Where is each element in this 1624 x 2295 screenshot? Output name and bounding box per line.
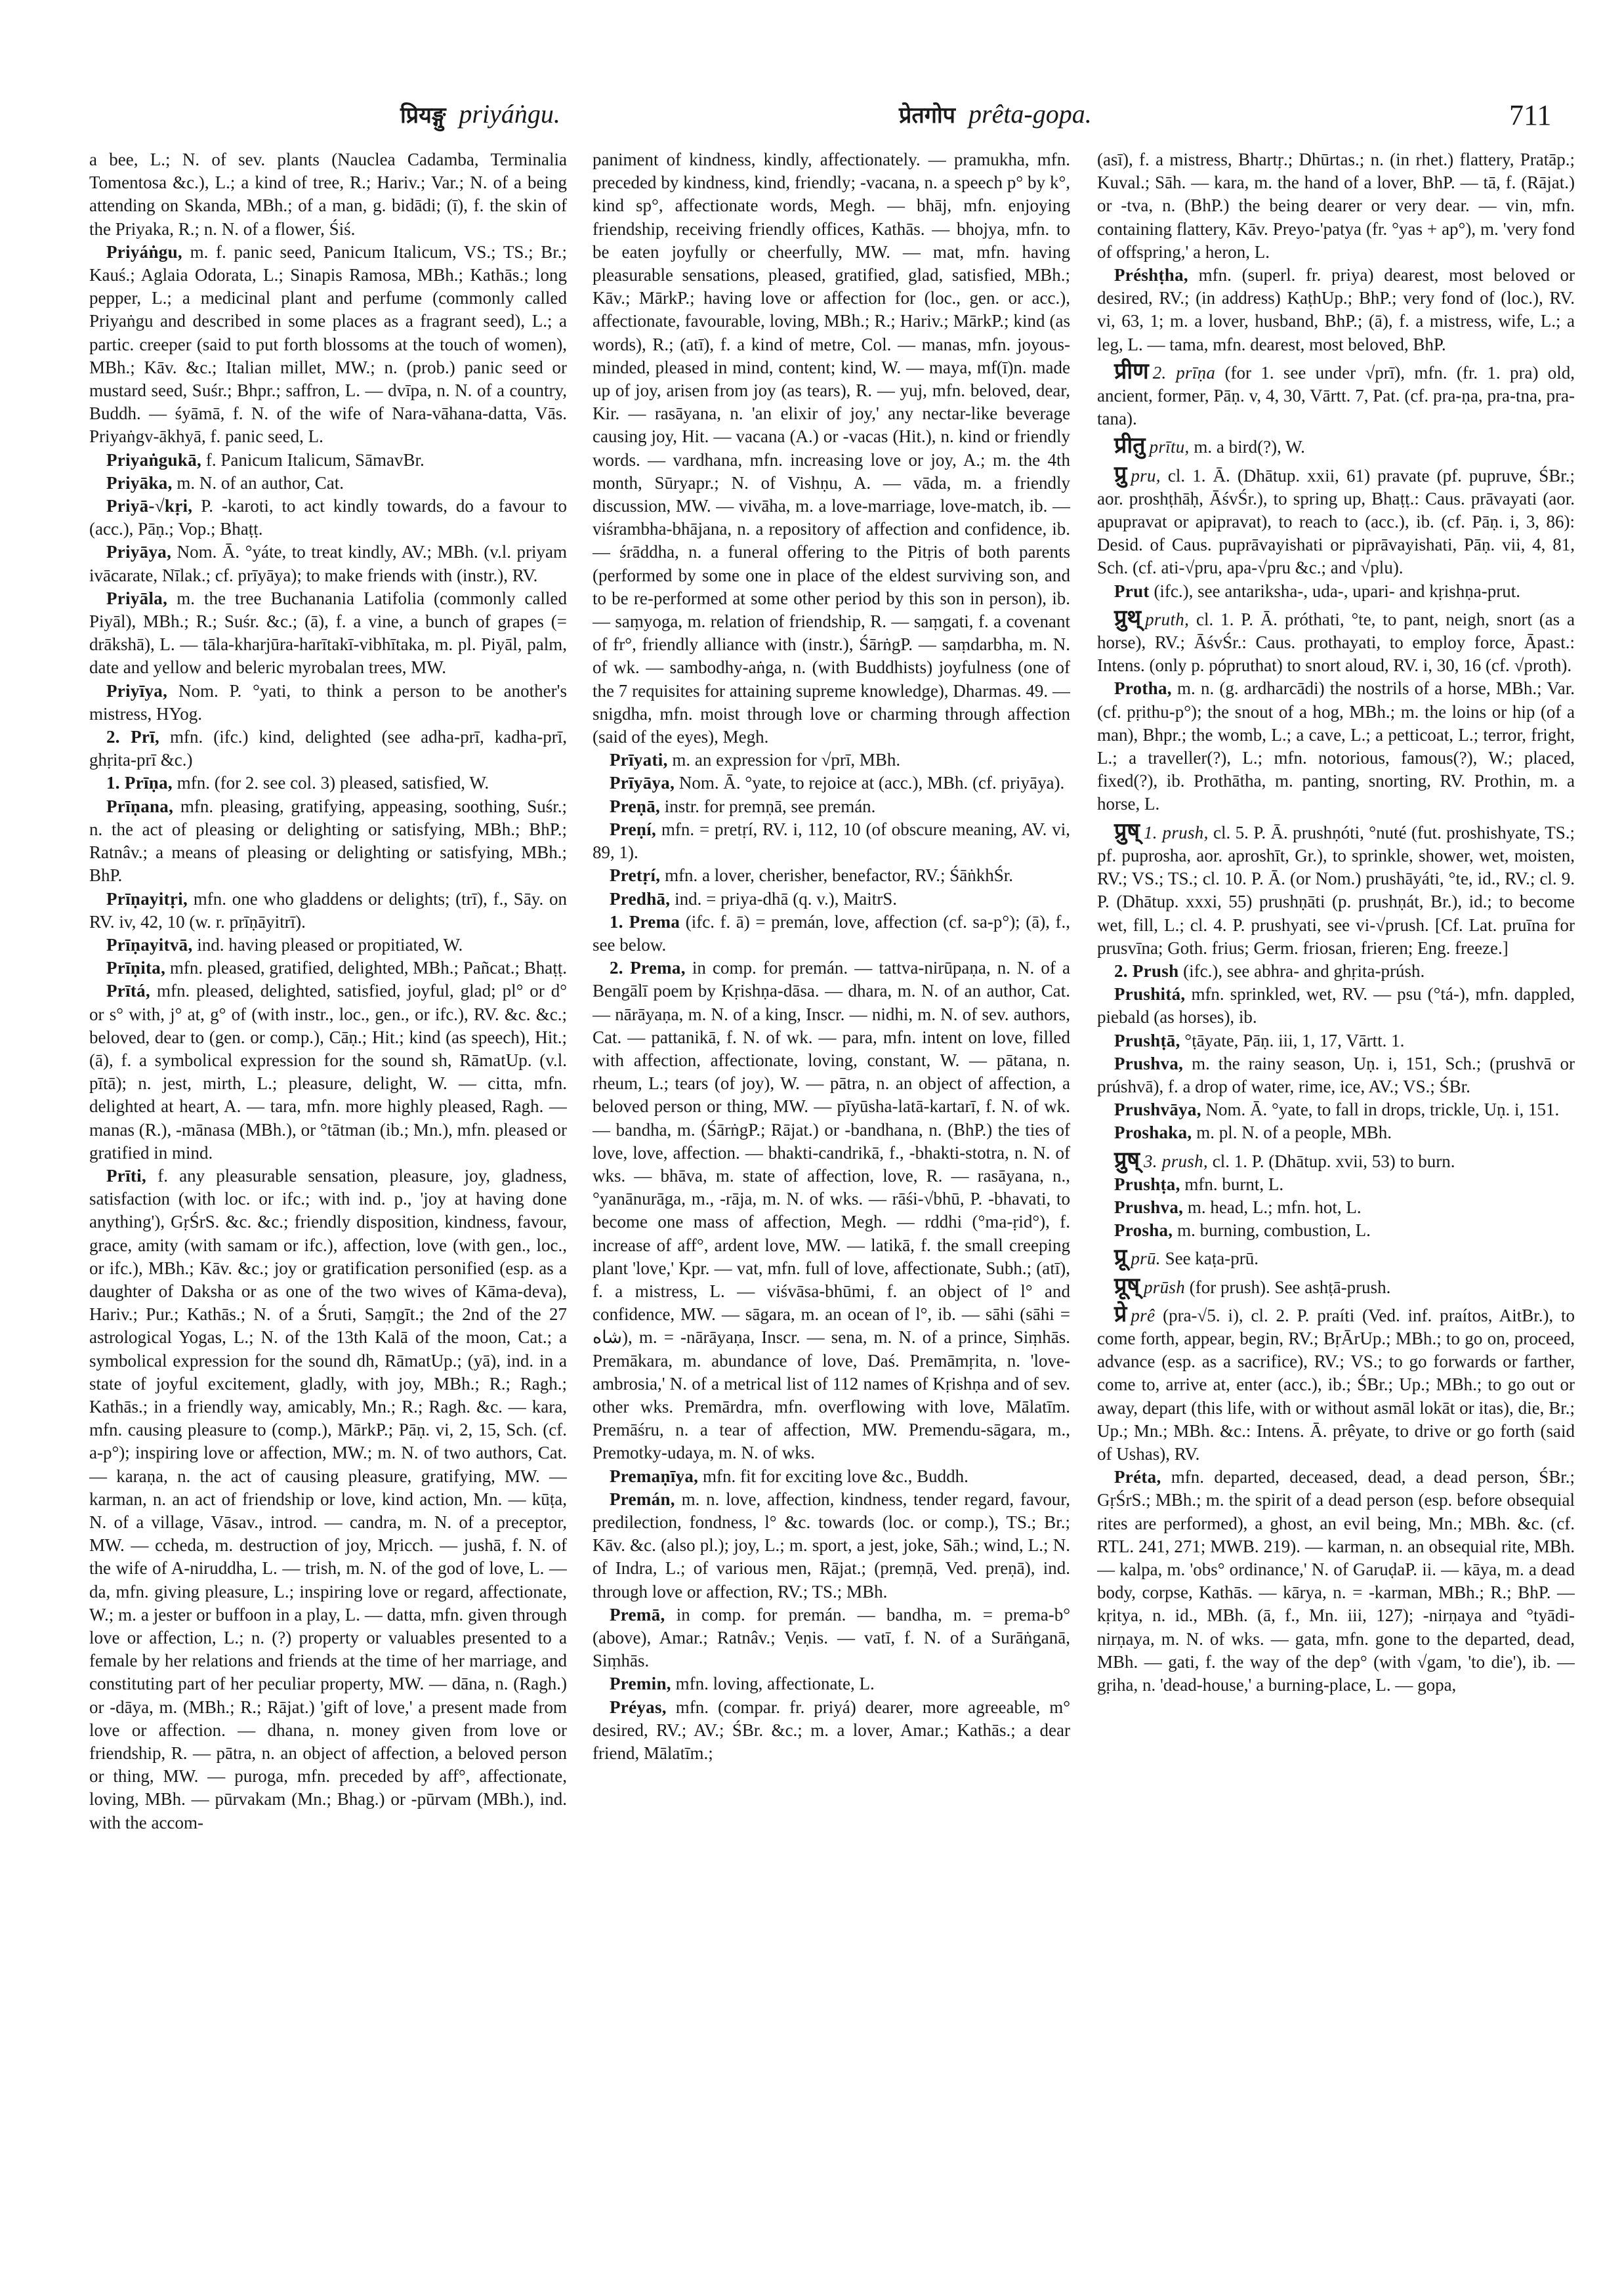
dictionary-entry: [1097, 983, 1575, 1029]
entry-definition: mfn. a lover, cherisher, benefactor, RV.; ŚāṅkhŚr.: [665, 865, 1014, 886]
entry-devanagari: प्रू: [1114, 1244, 1127, 1271]
dictionary-entry: [89, 934, 567, 957]
entry-headword: 1. prush,: [1144, 822, 1209, 842]
entry-headword: prê: [1131, 1305, 1156, 1325]
dictionary-entry: [1097, 1029, 1575, 1052]
entry-headword: Priyīya,: [106, 680, 168, 701]
running-head-right-word: prêta-gopa.: [968, 99, 1092, 129]
dictionary-entry: [89, 1165, 567, 1834]
entry-definition: m. burning, combustion, L.: [1177, 1220, 1371, 1241]
entry-definition: Nom. Ā. °yáte, to treat kindly, AV.; MBh. (v.l. priyam ivācarate, Nīlak.; cf. prīyāya); to make friends with (instr.), RV.: [89, 542, 567, 585]
entry-headword: Prushva,: [1114, 1053, 1184, 1073]
entry-headword: Prīyāya,: [610, 773, 675, 793]
dictionary-entry: [1097, 1098, 1575, 1121]
running-head-left-word: priyáṅgu.: [459, 99, 560, 129]
entry-headword: Prīṇita,: [106, 958, 166, 978]
dictionary-entry: [1097, 434, 1575, 459]
running-head-right-devanagari: प्रेतगोप: [899, 102, 955, 129]
entry-headword: Prosha,: [1114, 1220, 1173, 1241]
entry-headword: Priyáṅgu,: [106, 241, 182, 262]
entry-headword: Préshṭha,: [1114, 265, 1188, 285]
dictionary-entry: [1097, 1272, 1575, 1299]
entry-headword: Prīṇana,: [106, 796, 174, 816]
entry-headword: 3. prush,: [1144, 1151, 1208, 1171]
entry-headword: Proshaka,: [1114, 1123, 1192, 1143]
entry-headword: Premā,: [610, 1604, 665, 1624]
entry-headword: prītu,: [1149, 437, 1190, 457]
dictionary-entry: [89, 726, 567, 772]
entry-definition: mfn. burnt, L.: [1184, 1174, 1284, 1194]
entry-definition: (asī), f. a mistress, Bhartṛ.; Dhūrtas.; n. (in rhet.) flattery, Pratāp.; Kuval.; Sāh. — kara, m. the hand of a lover, BhP. — tā, f. (Rājat.) or -tva, n. (BhP.) the being dearer or very dear. — vin, mfn. containing flattery, Kāv. Preyo-'patya (fr. °yas + ap°), m. 'very fond of offspring,' a heron, L.: [1097, 150, 1575, 262]
dictionary-entry: [1097, 1146, 1575, 1173]
dictionary-entry: [1097, 677, 1575, 816]
entry-definition: f. Panicum Italicum, SāmavBr.: [205, 449, 425, 470]
entry-definition: cl. 1. P. (Dhātup. xvii, 53) to burn.: [1212, 1151, 1455, 1171]
column-3: [1097, 148, 1575, 2274]
entry-headword: pruth,: [1145, 609, 1190, 629]
dictionary-entry: [89, 241, 567, 449]
entry-headword: Premin,: [610, 1674, 671, 1694]
entry-headword: 2. Prush: [1114, 961, 1179, 981]
entry-definition: ind. having pleased or propitiated, W.: [197, 934, 463, 955]
entry-headword: Préyas,: [610, 1697, 667, 1717]
entry-headword: Prīṇayitvā,: [106, 934, 193, 955]
entry-devanagari: प्रीण: [1114, 358, 1149, 384]
entry-headword: Prītá,: [106, 981, 151, 1001]
dictionary-entry: [89, 587, 567, 680]
dictionary-entry: [1097, 960, 1575, 983]
entry-definition: mfn. departed, deceased, dead, a dead person, ŚBr.; GṛŚrS.; MBh.; m. the spirit of a dead person (esp. before obsequial rites are performed), a ghost, an evil being, Mn.; MBh. &c. (cf. RTL. 241, 271; MWB. 219). — karman, n. an obsequial rite, MBh. — kalpa, m. 'obs° ordinance,' N. of GaruḍaP. ii. — kāya, m. a dead body, corpse, Kathās. — kārya, n. = -karman, MBh.; R.; BhP. — kṛitya, n. id., MBh. (ā, f., Mn. iii, 127); -nirṇaya and °tyādi-nirṇaya, m. N. of wks. — gata, mfn. gone to the departed, dead, MBh. — gati, f. the way of the dep° (with √gam, 'to die'), ib. — gṛiha, n. 'dead-house,' a burning-place, L. — gopa,: [1097, 1467, 1575, 1695]
entry-definition: mfn. sprinkled, wet, RV. — psu (°tá-), mfn. dappled, piebald (as horses), ib.: [1097, 984, 1575, 1027]
entry-definition: m. pl. N. of a people, MBh.: [1196, 1123, 1392, 1143]
dictionary-entry: [593, 864, 1070, 887]
entry-headword: Priyaṅgukā,: [106, 449, 202, 470]
dictionary-entry: [89, 148, 567, 241]
dictionary-entry: [593, 772, 1070, 795]
entry-definition: mfn. one who gladdens or delights; (trī), f., Sāy. on RV. iv, 42, 10 (w. r. prīṇāyitrī).: [89, 888, 567, 932]
entry-definition: mfn. fit for exciting love &c., Buddh.: [702, 1466, 968, 1486]
entry-definition: ind. = priya-dhā (q. v.), MaitrS.: [675, 888, 898, 909]
dictionary-entry: [1097, 817, 1575, 960]
dictionary-entry: [593, 1465, 1070, 1488]
entry-definition: mfn. (compar. fr. priyá) dearer, more agreeable, m° desired, RV.; AV.; ŚBr. &c.; m. a lover, Amar.; Kathās.; a dear friend, Mālatīm.;: [593, 1697, 1070, 1764]
entry-definition: m. n. love, affection, kindness, tender regard, favour, predilection, fondness, l° &c. towards (loc. or comp.), TS.; Br.; Kāv. &c. (also pl.); joy, L.; m. sport, a jest, joke, Sāh.; wind, L.; N. of Indra, L.; of various men, Rājat.; (premṇā, Ved. preṇā), ind. through love or affection, RV.; TS.; MBh.: [593, 1489, 1070, 1602]
entry-definition: m. an expression for √prī, MBh.: [672, 750, 901, 770]
entry-definition: (ifc.), see abhra- and ghṛita-prúsh.: [1183, 961, 1425, 981]
entry-headword: Priyā-√kṛi,: [106, 496, 193, 516]
dictionary-entry: [593, 1603, 1070, 1673]
entry-devanagari: प्रूष्: [1114, 1272, 1140, 1299]
entry-headword: pru,: [1131, 465, 1161, 486]
dictionary-entry: [1097, 1173, 1575, 1196]
entry-headword: Priyāka,: [106, 472, 173, 493]
entry-definition: m. n. (g. ardharcādi) the nostrils of a horse, MBh.; Var. (cf. pṛithu-p°); the snout of a hog, MBh.; m. the loins or hip (of a man), Bhpr.; the womb, L.; a cave, L.; a petticoat, L.; terror, fright, L.; a traveller(?), L.; mfn. notorious, famous(?), W.; placed, fixed(?), ib. Prothātha, m. panting, snorting, RV. Prothin, m. a horse, L.: [1097, 678, 1575, 814]
dictionary-entry: [89, 888, 567, 934]
entry-definition: m. N. of an author, Cat.: [177, 472, 344, 493]
entry-definition: Nom. P. °yati, to think a person to be another's mistress, HYog.: [89, 680, 567, 724]
entry-headword: Prushṭā,: [1114, 1030, 1180, 1050]
entry-headword: 1. Prīṇa,: [106, 773, 173, 793]
entry-devanagari: प्रीतु: [1114, 432, 1146, 459]
entry-definition: m. the rainy season, Uṇ. i, 151, Sch.; (prushvā or prúshvā), f. a drop of water, rime, ice, AV.; VS.; ŚBr.: [1097, 1053, 1575, 1096]
running-head-left-devanagari: प्रियङ्गु: [400, 102, 446, 129]
column-2: [593, 148, 1070, 2274]
dictionary-entry: [1097, 360, 1575, 431]
dictionary-entry: [89, 495, 567, 541]
entry-definition: m. f. panic seed, Panicum Italicum, VS.; TS.; Br.; Kauś.; Aglaia Odorata, L.; Sinapis Ramosa, MBh.; Kathās.; long pepper, L.; a medicinal plant and perfume (commonly called Priyaṅgu and described in some places as a fragrant seed), L.; a partic. creeper (said to put forth blossoms at the touch of women), MBh.; Kāv. &c.; Italian millet, MW.; n. (prob.) panic seed or mustard seed, Suśr.; Bhpr.; saffron, L. — dvīpa, n. N. of a country, Buddh. — śyāmā, f. N. of the wife of Nara-vāhana-datta, Vās. Priyaṅgv-ākhyā, f. panic seed, L.: [89, 241, 567, 447]
dictionary-entry: [593, 795, 1070, 818]
entry-definition: cl. 1. P. Ā. próthati, °te, to pant, neigh, snort (as a horse), RV.; ĀśvŚr.: Caus. prothayati, to employ force, Āpast.: Intens. (only p. pópruthat) to snort aloud, RV. i, 30, 16 (cf. √proth).: [1097, 609, 1575, 676]
entry-definition: m. the tree Buchanania Latifolia (commonly called Piyāl), MBh.; R.; Suśr. &c.; (ā), f. a vine, a bunch of grapes (= drākshā), L. — tāla-kharjūra-harītakī-vibhītaka, m. pl. Piyāl, palm, date and yellow and beleric myrobalan trees, MW.: [89, 588, 567, 678]
entry-headword: 1. Prema: [610, 911, 680, 932]
dictionary-entry: [89, 980, 567, 1165]
entry-definition: mfn. pleasing, gratifying, appeasing, soothing, Suśr.; n. the act of pleasing or delighting or satisfying, MBh.; BhP.; Ratnâv.; a means of pleasing or delighting or satisfying, MBh.; BhP.: [89, 796, 567, 886]
entry-devanagari: प्रु: [1114, 461, 1127, 487]
dictionary-entry: [593, 148, 1070, 749]
dictionary-entry: [1097, 580, 1575, 603]
entry-headword: Prushva,: [1114, 1197, 1184, 1217]
entry-headword: Protha,: [1114, 678, 1172, 699]
dictionary-entry: [89, 957, 567, 980]
entry-headword: prūsh: [1144, 1277, 1186, 1297]
dictionary-entry: [1097, 1121, 1575, 1144]
dictionary-entry: [89, 449, 567, 472]
entry-headword: Preṇí,: [610, 819, 657, 839]
entry-definition: mfn. (ifc.) kind, delighted (see adha-prī, kadha-prī, ghṛita-prī &c.): [89, 727, 567, 770]
entry-definition: a bee, L.; N. of sev. plants (Nauclea Cadamba, Terminalia Tomentosa &c.), L.; a kind of tree, R.; Hariv.; Var.; N. of a being attending on Skanda, MBh.; of a man, g. bidādi; (ī), f. the skin of the Priyaka, R.; n. N. of a flower, Śiś.: [89, 150, 567, 239]
dictionary-entry: [1097, 1219, 1575, 1242]
entry-definition: cl. 1. Ā. (Dhātup. xxii, 61) pravate (pf. pupruve, ŚBr.; aor. proshṭhāḥ, ĀśvŚr.), to spring up, Bhaṭṭ.: Caus. prāvayati (aor. apupravat or apipravat), to reach to (acc.), ib. (cf. Pāṇ. i, 3, 86): Desid. of Caus. puprāvayishati or piprāvayishati, Pāṇ. vii, 4, 81, Sch. (cf. ati-√pru, apa-√pru &c.; and √plu).: [1097, 465, 1575, 578]
page-number: 711: [1509, 99, 1552, 131]
entry-headword: 2. Prī,: [106, 727, 160, 747]
entry-headword: Preṇā,: [610, 796, 661, 816]
entry-headword: Prut: [1114, 581, 1150, 601]
entry-definition: See kaṭa-prū.: [1165, 1249, 1259, 1269]
dictionary-entry: [1097, 1466, 1575, 1697]
entry-headword: Préta,: [1114, 1467, 1161, 1487]
entry-definition: (ifc.), see antariksha-, uda-, upari- and kṛishṇa-prut.: [1154, 581, 1520, 601]
dictionary-entry: [593, 911, 1070, 957]
entry-headword: prū.: [1131, 1249, 1161, 1269]
entry-headword: Priyāla,: [106, 588, 168, 608]
entry-definition: mfn. pleased, gratified, delighted, MBh.; Pañcat.; Bhaṭṭ.: [169, 958, 567, 978]
dictionary-entry: [89, 472, 567, 495]
entry-definition: (pra-√5. i), cl. 2. P. praíti (Ved. inf. praítos, AitBr.), to come forth, appear, begin, RV.; BṛĀrUp.; MBh.; to go on, proceed, advance (esp. as a sacrifice), RV.; VS.; to go forwards or farther, come to, arrive at, enter (acc.), ib.; ŚBr.; Up.; MBh.; to go out or away, depart (this life, with or without asmāl lokāt or itas), die, Br.; Up.; Mn.; MBh. &c.: Intens. Ā. prêyate, to drive or go forth (said of Ushas), RV.: [1097, 1305, 1575, 1464]
dictionary-entry: [1097, 463, 1575, 580]
entry-definition: P. -karoti, to act kindly towards, do a favour to (acc.), Pāṇ.; Vop.; Bhaṭṭ.: [89, 496, 567, 539]
entry-definition: cl. 5. P. Ā. prushṇóti, °nuté (fut. proshishyate, TS.; pf. puprosha, aor. aproshīt, Gr.), to sprinkle, shower, wet, moisten, RV.; VS.; TS.; cl. 10. P. Ā. (or Nom.) prushāyáti, °te, id., RV.; cl. 9. P. (Dhātup. xxxi, 55) prushṇāti (p. prushṇát, Br.), id.; to become wet, fill, L.; cl. 4. P. prushyati, see vi-√prush. [Cf. Lat. pruīna for prusvīna; Goth. frius; Germ. friosan, frieren; Eng. freeze.]: [1097, 822, 1575, 958]
entry-definition: Nom. Ā. °yate, to fall in drops, trickle, Uṇ. i, 151.: [1205, 1100, 1560, 1120]
column-1: [89, 148, 567, 2274]
entry-headword: Prīti,: [106, 1165, 147, 1186]
dictionary-entry: [593, 1488, 1070, 1603]
entry-headword: Priyāya,: [106, 542, 172, 562]
entry-definition: °ṭāyate, Pāṇ. iii, 1, 17, Vārtt. 1.: [1184, 1030, 1405, 1050]
running-head-left: [400, 98, 560, 138]
entry-headword: Pretṛí,: [610, 865, 661, 886]
running-head-right: [899, 98, 1092, 138]
entry-definition: (for prush). See ashṭā-prush.: [1189, 1277, 1391, 1297]
entry-definition: in comp. for premán. — tattva-nirūpaṇa, n. N. of a Bengālī poem by Kṛishṇa-dāsa. — dhara, m. N. of an author, Cat. — nārāyaṇa, m. N. of a king, Inscr. — nidhi, m. N. of sev. authors, Cat. — pattanikā, f. N. of wk. — para, mfn. intent on love, filled with affection, affectionate, loving, constant, W. — pātana, n. rheum, L.; tears (of joy), W. — pātra, n. an object of affection, a beloved person or thing, MW. — pīyūsha-latā-kartarī, f. N. of wk. — bandha, m. (ŚārṅgP.; Rājat.) or -bandhana, n. (BhP.) the ties of love, love, affection. — bhakti-candrikā, f., -bhakti-stotra, n. N. of wks. — bhāva, m. state of affection, love, R. — rasāyana, n., °yanānurāga, m., -rāja, m. N. of wks. — rāśi-√bhū, P. -bhavati, to become one mass of affection, Megh. — rddhi (°ma-ṛid°), f. increase of aff°, ardent love, MW. — latikā, f. the small creeping plant 'love,' Kpr. — vat, mfn. full of love, affectionate, Subh.; (atī), f. a mistress, L. — viśvāsa-bhūmi, f. an object of l° and confidence, MW. — sāgara, m. an ocean of l°, ib. — sāhi (sāhi = شاه), m. = -nārāyaṇa, Inscr. — sena, m. N. of a prince, Siṃhās. Premākara, m. abundance of love, Daś. Premāmṛita, n. 'love-ambrosia,' N. of a metrical list of 112 names of Kṛishṇa and of sev. other wks. Premārdra, mfn. overflowing with love, Mālatīm. Premāśru, n. a tear of affection, MW. Premendu-sāgara, m., Premotky-udaya, m. N. of wks.: [593, 958, 1070, 1463]
entry-definition: f. any pleasurable sensation, pleasure, joy, gladness, satisfaction (with loc. or ifc.; with ind. p., 'joy at having done anything'), GṛŚrS. &c. &c.; friendly disposition, kindness, favour, grace, amity (with samam or ifc.), affection, love (with gen., loc., or ifc.), MBh.; Kāv. &c.; joy or gratification personified (esp. as a daughter of Daksha or as one of the two wives of Kāma-deva), Hariv.; Pur.; Kathās.; N. of a Śruti, Saṃgīt.; the 2nd of the 27 astrological Yogas, L.; N. of the 13th Kalā of the moon, Cat.; a symbolical expression for the sound dh, RāmatUp.; (yā), ind. in a state of joyful excitement, gladly, with joy, MBh.; R.; Ragh.; Kathās.; in a friendly way, amicably, Mn.; R.; Ragh. &c. — kara, mfn. causing pleasure to (comp.), MārkP.; Pāṇ. vi, 2, 15, Sch. (cf. a-p°); inspiring love or affection, MW.; m. N. of two authors, Cat. — karaṇa, n. the act of causing pleasure, gratifying, MW. — karman, n. an act of friendship or love, kind action, Mn. — kūṭa, N. of a village, Vāsav., introd. — candra, m. N. of a preceptor, MW. — ccheda, m. destruction of joy, Mṛicch. — jushā, f. N. of the wife of A-niruddha, L. — trish, m. N. of the god of love, L. — da, mfn. giving pleasure, L.; inspiring love or regard, affectionate, W.; m. a jester or buffoon in a play, L. — datta, mfn. given through love or affection, L.; n. (?) property or valuables presented to a female by her relations and friends at the time of her marriage, and constituting part of her peculiar property, MW. — dāna, n. (Ragh.) or -dāya, m. (MBh.; R.; Rājat.) 'gift of love,' a present made from love or affection. — dhana, n. money given from love or friendship, R. — pātra, n. an object of affection, a beloved person or thing, MW. — puroga, mfn. preceded by aff°, affectionate, loving, MBh. — pūrvakam (Mn.; Bhag.) or -pūrvam (MBh.), ind. with the accom-: [89, 1165, 567, 1832]
entry-devanagari: प्रुथ्: [1114, 604, 1142, 631]
entry-headword: 2. prīṇa: [1152, 362, 1216, 382]
dictionary-entry: [593, 888, 1070, 911]
entry-definition: instr. for premṇā, see premán.: [664, 796, 876, 816]
dictionary-entry: [1097, 264, 1575, 356]
entry-headword: Prushṭa,: [1114, 1174, 1180, 1194]
entry-definition: paniment of kindness, kindly, affectionately. — pramukha, mfn. preceded by kindness, kind, friendly; -vacana, n. a speech p° by k°, kind sp°, affectionate words, Megh. — bhāj, mfn. enjoying friendship, receiving friendly offices, Kathās. — bhojya, mfn. to be eaten joyfully or cheerfully, MW. — mat, mfn. having pleasurable sensations, pleased, gratified, glad, satisfied, MBh.; Kāv.; MārkP.; having love or affection for (loc., gen. or acc.), affectionate, favourable, loving, MBh.; R.; Hariv.; MārkP.; kind (as words), R.; (atī), f. a kind of metre, Col. — manas, mfn. joyous-minded, pleased in mind, content; kind, W. — maya, mf(ī)n. made up of joy, arisen from joy (as tears), R. — yuj, mfn. beloved, dear, Kir. — rasāyana, n. 'an elixir of joy,' any nectar-like beverage causing joy, Hit. — vacana (A.) or -vacas (Hit.), n. kind or friendly words. — vardhana, mfn. increasing love or joy, A.; m. the 4th month, Sūryapr.; N. of Vishṇu, A. — vāda, m. a friendly discussion, MW. — vivāha, m. a love-marriage, love-match, ib. — viśrambha-bhājana, n. a repository of affection and confidence, ib. — śrāddha, n. a funeral offering to the Pitṛis of both parents (performed by some one in place of the eldest surviving son, and to be re-performed at some other period by this son in person), ib. — saṃyoga, m. relation of friendship, R. — saṃgati, f. a covenant of fr°, friendly alliance with (instr.), ŚārṅgP. — saṃdarbha, m. N. of wk. — sambodhy-aṅga, n. (with Buddhists) joyfulness (one of the 7 requisites for attaining supreme knowledge), Dharmas. 49. — snigdha, mfn. moist through love or charming through affection (said of the eyes), Megh.: [593, 150, 1070, 747]
dictionary-entry: [1097, 604, 1575, 678]
entry-headword: Prīyati,: [610, 750, 668, 770]
entry-definition: mfn. loving, affectionate, L.: [675, 1674, 875, 1694]
entry-definition: mfn. (superl. fr. priya) dearest, most beloved or desired, RV.; (in address) KaṭhUp.; BhP.; very fond of (loc.), RV. vi, 63, 1; m. a lover, husband, BhP.; (ā), f. a mistress, wife, L.; a leg, L. — tama, mfn. dearest, most beloved, BhP.: [1097, 265, 1575, 354]
entry-definition: Nom. Ā. °yate, to rejoice at (acc.), MBh. (cf. priyāya).: [678, 773, 1065, 793]
entry-headword: Predhā,: [610, 888, 671, 909]
entry-definition: mfn. pleased, delighted, satisfied, joyful, glad; pl° or d° or s° with, j° at, g° of (with instr., loc., gen., or ifc.), RV. &c. &c.; beloved, dear to (gen. or comp.), Cāṇ.; Hit.; kind (as speech), Hit.; (ā), f. a symbolical expression for the sound sh, RāmatUp. (v.l. pītā); n. jest, mirth, L.; pleasure, delight, W. — citta, mfn. delighted at heart, A. — tara, mfn. more highly pleased, Ragh. — manas (R.), -mānasa (MBh.), or °tātman (ib.; Mn.), mfn. pleased or gratified in mind.: [89, 981, 567, 1163]
dictionary-entry: [1097, 148, 1575, 264]
dictionary-entry: [1097, 1052, 1575, 1098]
dictionary-entry: [1097, 1196, 1575, 1219]
entry-headword: Prushitá,: [1114, 984, 1186, 1004]
dictionary-entry: [89, 795, 567, 888]
entry-headword: Premaṇīya,: [610, 1466, 699, 1486]
entry-definition: in comp. for premán. — bandha, m. = prema-b° (above), Amar.; Ratnâv.; Veṇis. — vatī, f. N. of a Surāṅganā, Siṃhās.: [593, 1604, 1070, 1671]
dictionary-entry: [593, 749, 1070, 772]
entry-definition: (for 1. see under √prī), mfn. (fr. 1. pra) old, ancient, former, Pāṇ. v, 4, 30, Vārtt. 7, Pat. (cf. pra-ṇa, pra-tna, pra-tana).: [1097, 362, 1575, 429]
entry-headword: Premán,: [610, 1489, 675, 1509]
dictionary-entry: [593, 1672, 1070, 1695]
entry-devanagari: प्रुष्: [1114, 1146, 1140, 1173]
entry-definition: m. head, L.; mfn. hot, L.: [1187, 1197, 1362, 1217]
entry-definition: mfn. (for 2. see col. 3) pleased, satisfied, W.: [177, 773, 489, 793]
dictionary-entry: [593, 1696, 1070, 1766]
dictionary-entry: [593, 957, 1070, 1464]
dictionary-entry: [1097, 1300, 1575, 1466]
entry-headword: Prushvāya,: [1114, 1100, 1201, 1120]
entry-definition: mfn. = pretṛí, RV. i, 112, 10 (of obscure meaning, AV. vi, 89, 1).: [593, 819, 1070, 863]
entry-definition: (ifc. f. ā) = premán, love, affection (cf. sa-p°); (ā), f., see below.: [593, 911, 1070, 955]
dictionary-entry: [1097, 1246, 1575, 1270]
entry-definition: m. a bird(?), W.: [1194, 437, 1305, 457]
dictionary-entry: [89, 680, 567, 726]
entry-headword: Prīṇayitṛi,: [106, 888, 188, 909]
dictionary-entry: [89, 541, 567, 587]
entry-devanagari: प्रे: [1114, 1300, 1127, 1327]
entry-headword: 2. Prema,: [610, 958, 686, 978]
entry-devanagari: प्रुष्: [1114, 817, 1140, 844]
dictionary-entry: [89, 772, 567, 795]
dictionary-entry: [593, 818, 1070, 864]
